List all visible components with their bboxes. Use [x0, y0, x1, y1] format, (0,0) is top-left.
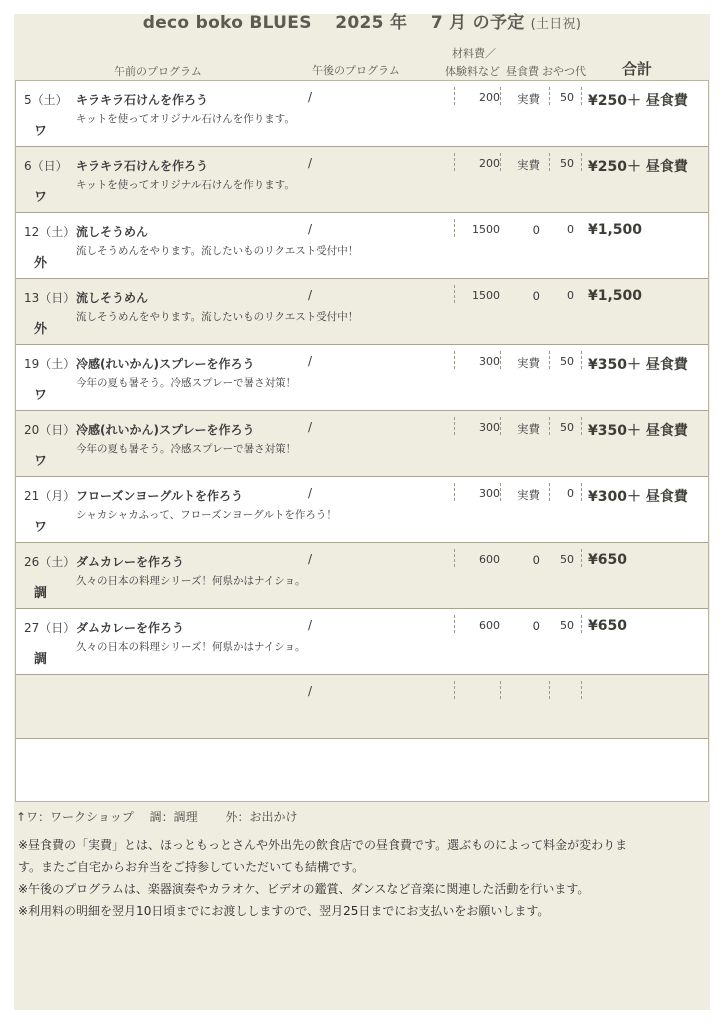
row-description: 今年の夏も暑そう。冷感スプレーで暑さ対策！: [76, 443, 297, 455]
header-snack: おやつ代: [542, 65, 586, 78]
row-description: キットを使ってオリジナル石けんを作ります。: [76, 113, 295, 125]
row-material-fee: 200: [479, 91, 500, 104]
page-title: [0, 8, 724, 33]
row-description: 久々の日本の料理シリーズ！何県かはナイショ。: [76, 641, 306, 653]
row-date: 6（日）: [24, 159, 68, 173]
row-description: シャカシャカふって、フローズンヨーグルトを作ろう！: [76, 509, 337, 521]
row-snack-fee: 50: [560, 91, 574, 104]
row-lunch-fee: 実費: [517, 356, 540, 370]
column-divider: [454, 285, 455, 303]
row-lunch-fee: 実費: [517, 488, 540, 502]
row-lunch-fee: 0: [532, 553, 540, 567]
column-divider: [581, 681, 582, 699]
row-total: ¥650: [588, 618, 627, 634]
row-program: 流しそうめん: [76, 291, 149, 305]
row-description: キットを使ってオリジナル石けんを作ります。: [76, 179, 295, 191]
row-lunch-fee: 実費: [517, 422, 540, 436]
row-date: 19（土）: [24, 357, 76, 371]
row-snack-fee: 50: [560, 421, 574, 434]
row-lunch-fee: 0: [532, 619, 540, 633]
note-line: ※午後のプログラムは、楽器演奏やカラオケ、ビデオの鑑賞、ダンスなど音楽に関連した活動を行います。: [18, 882, 590, 896]
column-divider: [454, 417, 455, 435]
column-divider: [454, 549, 455, 567]
column-divider: [581, 615, 582, 633]
row-afternoon: /: [308, 486, 313, 500]
row-date: 27（日）: [24, 621, 76, 635]
row-material-fee: 1500: [472, 223, 500, 236]
row-program: フローズンヨーグルトを作ろう: [76, 489, 244, 503]
column-divider: [549, 681, 550, 699]
row-snack-fee: 50: [560, 355, 574, 368]
row-afternoon: /: [308, 684, 313, 698]
row-total: ¥1,500: [588, 222, 643, 238]
row-material-fee: 1500: [472, 289, 500, 302]
notes: [18, 834, 708, 922]
header-material-line1: 材料費／: [452, 47, 496, 60]
row-snack-fee: 0: [567, 289, 574, 302]
row-material-fee: 600: [479, 619, 500, 632]
row-material-fee: 300: [479, 421, 500, 434]
title-suffix: (土日祝): [530, 17, 582, 32]
row-total: ¥300＋ 昼食費: [588, 489, 688, 505]
row-lunch-fee: 0: [532, 223, 540, 237]
column-divider: [500, 87, 501, 105]
column-divider: [454, 87, 455, 105]
column-divider: [500, 483, 501, 501]
row-program: 流しそうめん: [76, 225, 149, 239]
note-line: す。またご自宅からお弁当をご持参していただいても結構です。: [18, 860, 365, 874]
column-divider: [454, 615, 455, 633]
column-divider: [500, 417, 501, 435]
column-divider: [581, 153, 582, 171]
row-total: ¥350＋ 昼食費: [588, 423, 688, 439]
row-material-fee: 300: [479, 355, 500, 368]
row-total: ¥650: [588, 552, 627, 568]
row-description: 今年の夏も暑そう。冷感スプレーで暑さ対策！: [76, 377, 297, 389]
row-kind: ワ: [34, 388, 48, 403]
header-material-line2: 体験料など: [445, 65, 500, 78]
note-line: ※昼食費の「実費」とは、ほっともっとさんや外出先の飲食店での昼食費です。選ぶものによって料金が変わりま: [18, 838, 628, 852]
row-date: 13（日）: [24, 291, 76, 305]
row-afternoon: /: [308, 156, 313, 170]
header-afternoon: 午後のプログラム: [312, 64, 400, 77]
column-divider: [581, 549, 582, 567]
row-description: 久々の日本の料理シリーズ！何県かはナイショ。: [76, 575, 306, 587]
row-total: ¥1,500: [588, 288, 643, 304]
row-date: 20（日）: [24, 423, 76, 437]
note-line: ※利用料の明細を翌月10日頃までにお渡ししますので、翌月25日までにお支払いをお願いします。: [18, 904, 550, 918]
column-divider: [500, 681, 501, 699]
column-divider: [454, 483, 455, 501]
row-total: ¥350＋ 昼食費: [588, 357, 688, 373]
column-divider: [454, 351, 455, 369]
row-program: 冷感(れいかん)スプレーを作ろう: [76, 357, 255, 371]
row-afternoon: /: [308, 552, 313, 566]
row-kind: 外: [34, 256, 48, 271]
row-date: 12（土）: [24, 225, 76, 239]
row-lunch-fee: 0: [532, 289, 540, 303]
row-program: ダムカレーを作ろう: [76, 555, 185, 569]
table-row: [16, 411, 708, 477]
row-total: ¥250＋ 昼食費: [588, 93, 688, 109]
table-row: [16, 147, 708, 213]
row-afternoon: /: [308, 288, 313, 302]
row-afternoon: /: [308, 618, 313, 632]
table-row: [16, 81, 708, 147]
legend: ↑ワ：ワークショップ 調：調理 外：お出かけ: [16, 810, 298, 824]
table-row: [16, 345, 708, 411]
table-row: [16, 477, 708, 543]
row-lunch-fee: 実費: [517, 158, 540, 172]
column-divider: [454, 219, 455, 237]
row-snack-fee: 50: [560, 619, 574, 632]
row-afternoon: /: [308, 354, 313, 368]
row-material-fee: 300: [479, 487, 500, 500]
row-kind: 外: [34, 322, 48, 337]
row-date: 21（月）: [24, 489, 76, 503]
row-program: キラキラ石けんを作ろう: [76, 159, 209, 173]
column-divider: [581, 351, 582, 369]
table-row: [16, 543, 708, 609]
header-morning: 午前のプログラム: [114, 65, 202, 78]
row-snack-fee: 50: [560, 553, 574, 566]
column-divider: [581, 87, 582, 105]
table-row: [16, 213, 708, 279]
row-snack-fee: 0: [567, 223, 574, 236]
row-kind: 調: [34, 586, 48, 601]
row-afternoon: /: [308, 90, 313, 104]
row-description: 流しそうめんをやります。流したいものリクエスト受付中！: [76, 311, 359, 323]
row-material-fee: 600: [479, 553, 500, 566]
row-description: 流しそうめんをやります。流したいものリクエスト受付中！: [76, 245, 359, 257]
row-lunch-fee: 実費: [517, 92, 540, 106]
row-afternoon: /: [308, 420, 313, 434]
column-divider: [500, 153, 501, 171]
header-lunch: 昼食費: [506, 65, 539, 78]
row-kind: ワ: [34, 190, 48, 205]
row-afternoon: /: [308, 222, 313, 236]
row-kind: ワ: [34, 124, 48, 139]
row-program: ダムカレーを作ろう: [76, 621, 185, 635]
title-main: deco boko BLUES 2025 年 7 月 の予定: [142, 13, 525, 33]
schedule-table: [15, 80, 709, 802]
table-row-empty: [16, 675, 708, 739]
header-total: 合計: [622, 60, 653, 78]
row-snack-fee: 0: [567, 487, 574, 500]
column-divider: [581, 483, 582, 501]
table-row: [16, 609, 708, 675]
row-kind: ワ: [34, 520, 48, 535]
row-program: キラキラ石けんを作ろう: [76, 93, 209, 107]
row-date: 5（土）: [24, 93, 68, 107]
column-divider: [454, 681, 455, 699]
column-divider: [500, 351, 501, 369]
row-total: ¥250＋ 昼食費: [588, 159, 688, 175]
table-row: [16, 279, 708, 345]
row-program: 冷感(れいかん)スプレーを作ろう: [76, 423, 255, 437]
column-divider: [454, 153, 455, 171]
row-snack-fee: 50: [560, 157, 574, 170]
row-date: 26（土）: [24, 555, 76, 569]
row-material-fee: 200: [479, 157, 500, 170]
column-divider: [581, 417, 582, 435]
row-kind: ワ: [34, 454, 48, 469]
row-kind: 調: [34, 652, 48, 667]
